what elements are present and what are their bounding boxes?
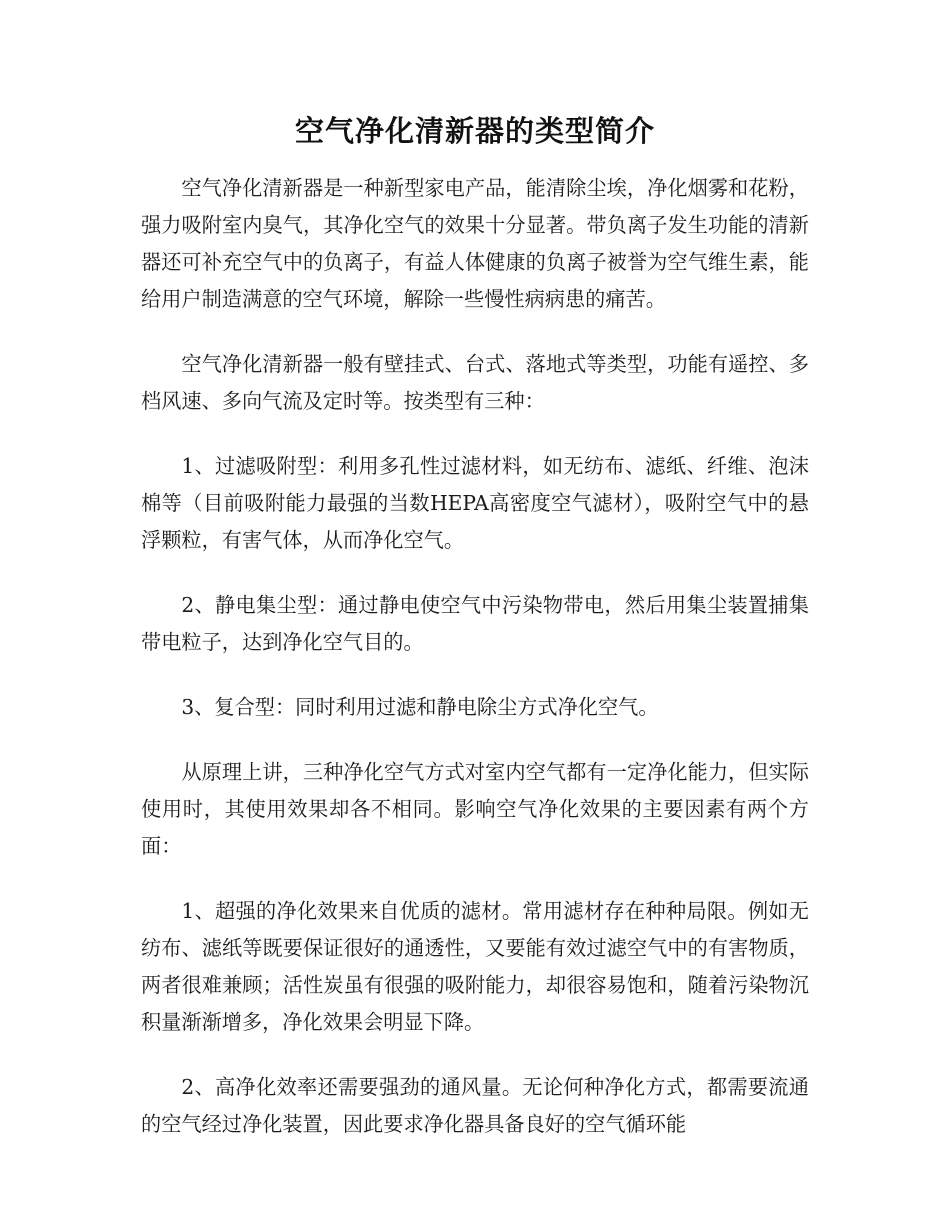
document-title: 空气净化清新器的类型简介 (294, 114, 655, 148)
paragraph-factor-airflow: 2、高净化效率还需要强劲的通风量。无论何种净化方式，都需要流通的空气经过净化装置，因此要求净化器具备良好的空气循环能 (141, 1075, 809, 1136)
document-page (141, 106, 809, 1171)
paragraph-factor-filter-material: 1、超强的净化效果来自优质的滤材。常用滤材存在种种局限。例如无纺布、滤纸等既要保证很好的通透性，又要能有效过滤空气中的有害物质，两者很难兼顾；活性炭虽有很强的吸附能力，却很容易饱和，随着污染物沉积量渐渐增多，净化效果会明显下降。 (141, 899, 809, 1034)
paragraph-type-composite: 3、复合型：同时利用过滤和静电除尘方式净化空气。 (181, 695, 659, 719)
paragraph-type-electrostatic: 2、静电集尘型：通过静电使空气中污染物带电，然后用集尘装置捕集带电粒子，达到净化空气目的。 (141, 593, 809, 654)
paragraph-intro: 空气净化清新器是一种新型家电产品，能清除尘埃，净化烟雾和花粉，强力吸附室内臭气，其净化空气的效果十分显著。带负离子发生功能的清新器还可补充空气中的负离子，有益人体健康的负离子被誉为空气维生素，能给用户制造满意的空气环境，解除一些慢性病病患的痛苦。 (141, 176, 809, 311)
paragraph-principle: 从原理上讲，三种净化空气方式对室内空气都有一定净化能力，但实际使用时，其使用效果却各不相同。影响空气净化效果的主要因素有两个方面： (141, 760, 809, 858)
paragraph-type-filter: 1、过滤吸附型：利用多孔性过滤材料，如无纺布、滤纸、纤维、泡沫棉等（目前吸附能力最强的当数HEPA高密度空气滤材），吸附空气中的悬浮颗粒，有害气体，从而净化空气。 (141, 454, 809, 552)
paragraph-types-overview: 空气净化清新器一般有壁挂式、台式、落地式等类型，功能有遥控、多档风速、多向气流及定时等。按类型有三种： (141, 352, 809, 413)
